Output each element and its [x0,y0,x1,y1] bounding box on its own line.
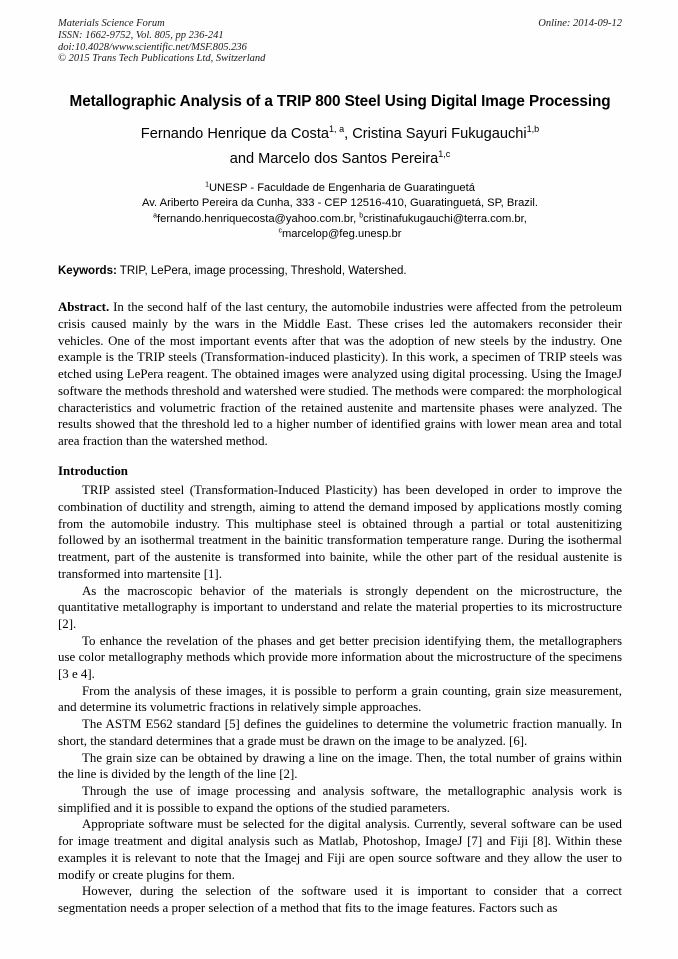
author-emails-line-1 [58,212,622,227]
abstract-label: Abstract. [58,300,110,315]
paragraph: To enhance the revelation of the phases and get better precision identifying them, the metallographers use color metallography methods which provide more information about the microstructure of the specimens [3 e 4]. [58,633,622,682]
introduction-body [58,482,622,916]
author-1-name: Fernando Henrique da Costa [140,125,330,142]
author-3-affil-marker: 1,c [438,148,451,159]
author-list [58,122,622,172]
paragraph: TRIP assisted steel (Transformation-Induced Plasticity) has been developed in order to improve the combination of ductility and strength, aiming to attend the demand imposed by applications mostly coming from the automobile industry. This multiphase steel is obtained through a partial or total austenitizing followed by an isothermal treatment in the bainitic transformation temperature range. During the isothermal treatment, part of the austenite is transformed into bainite, while the other part of the residual austenite is transformed into martensite [1]. [58,483,622,581]
online-date: Online: 2014-09-12 [538,18,622,29]
paragraph: The grain size can be obtained by drawing a line on the image. Then, the total number of grains within the line is divided by the length of the line [2]. [58,750,622,782]
author-1-affil-marker: 1, a [329,123,345,134]
keywords-label: Keywords: [58,265,117,278]
journal-issn: ISSN: 1662-9752, Vol. 805, pp 236-241 [58,29,224,41]
journal-header-left [58,18,265,65]
email-author-2[interactable]: cristinafukugauchi@terra.com.br, [363,212,527,225]
email-marker-b: b [359,211,364,219]
email-author-3[interactable]: marcelop@feg.unesp.br [281,227,402,240]
paragraph: Appropriate software must be selected for the digital analysis. Currently, several software can be used for image treatment and digital analysis such as Matlab, Photoshop, ImageJ [7] and Fiji [8]. Within these examples it is relevant to note that the Imagej and Fiji are open source software and they allow the user to modify or create plugins for them. [58,817,622,882]
author-2-affil-marker: 1,b [526,123,540,134]
paragraph: Through the use of image processing and analysis software, the metallographic analysis work is simplified and it is possible to expand the options of the studied parameters. [58,784,622,815]
email-author-1[interactable]: fernando.henriquecosta@yahoo.com.br, [157,212,360,225]
keywords-value: TRIP, LePera, image processing, Threshold, Watershed. [119,265,407,278]
author-line-2 [58,147,622,172]
affiliation-institution-line [58,181,622,196]
journal-name: Materials Science Forum [58,18,165,29]
page-content [58,0,622,917]
paper-title: Metallographic Analysis of a TRIP 800 Steel Using Digital Image Processing [69,93,611,111]
author-2-name: , Cristina Sayuri Fukugauchi [344,125,527,142]
journal-header [58,18,622,65]
journal-copyright: © 2015 Trans Tech Publications Ltd, Switzerland [58,53,266,65]
affiliation-institution: UNESP - Faculdade de Engenharia de Guaratinguetá [208,181,475,194]
abstract-block [58,299,622,449]
abstract-text: In the second half of the last century, the automobile industries were affected from the petroleum crisis caused mainly by the wars in the Middle East. These crises led the automakers reconsider their vehicles. One of the most important events after that was the adoption of new steels by the industry. One example is the TRIP steels (Transformation-induced plasticity). In this work, a specimen of TRIP steels was etched using LePera reagent. The obtained images were analyzed using digital processing. Using the ImageJ software the methods threshold and watershed were studied. The methods were compared: the morphological characteristics and volumetric fraction of the retained austenite and martensite phases were analyzed. The results showed that the threshold led to a higher number of identified grains with lower mean area and total area fraction than the watershed method. [58,300,622,448]
affiliation-marker: 1 [205,180,209,188]
journal-doi: doi:10.4028/www.scientific.net/MSF.805.236 [58,41,247,53]
email-marker-c: c [278,227,282,235]
paragraph: The ASTM E562 standard [5] defines the guidelines to determine the volumetric fraction manually. In short, the standard determines that a grade must be drawn on the image to be analyzed. [6]. [58,717,622,748]
keywords-line [58,264,622,279]
paragraph: From the analysis of these images, it is possible to perform a grain counting, grain size measurement, and determine its volumetric fractions in relatively simple approaches. [58,683,622,715]
paragraph: As the macroscopic behavior of the materials is strongly dependent on the microstructure, the quantitative metallography is important to understand and relate the material properties to its microstructure [2]. [58,583,622,631]
affiliation-block [58,181,622,243]
paragraph: However, during the selection of the software used it is important to consider that a correct segmentation needs a proper selection of a method that fits to the image features. Factors such as [58,884,622,915]
email-marker-a: a [153,211,157,219]
affiliation-address: Av. Ariberto Pereira da Cunha, 333 - CEP 12516-410, Guaratinguetá, SP, Brazil. [142,197,538,210]
author-emails-line-2 [58,227,622,242]
author-3-name: and Marcelo dos Santos Pereira [229,150,439,167]
introduction-heading: Introduction [58,463,128,478]
